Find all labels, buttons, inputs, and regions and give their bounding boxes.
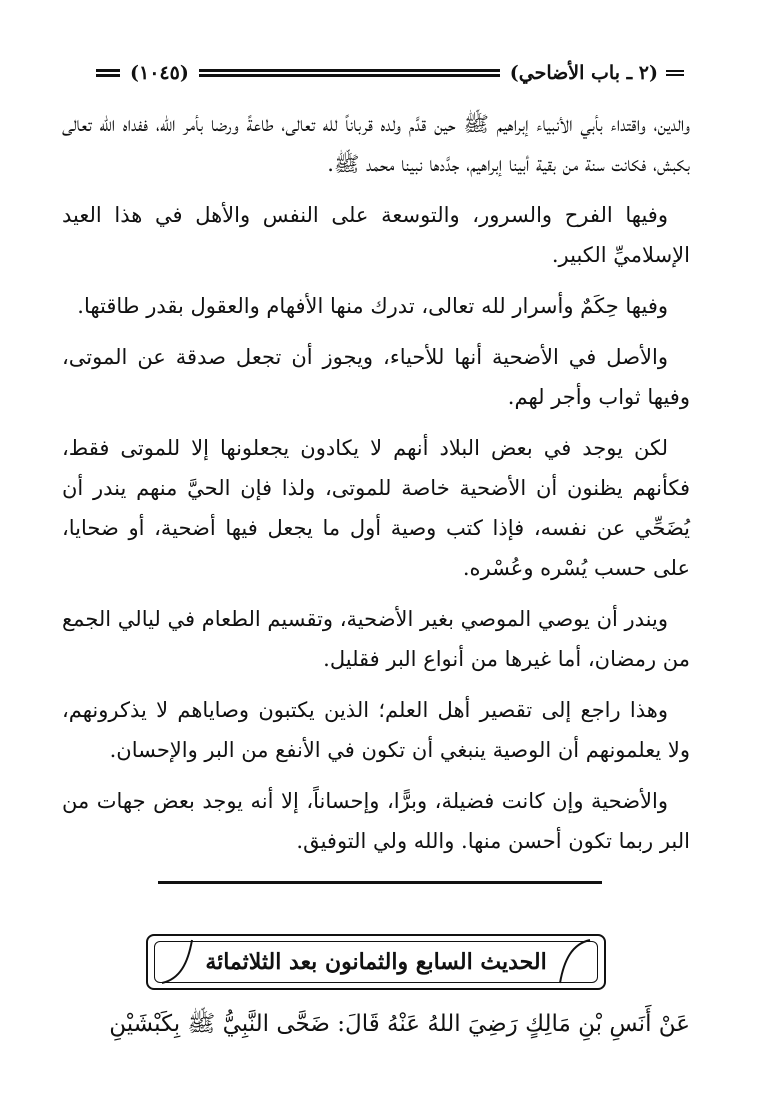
paragraph: وفيها الفرح والسرور، والتوسعة على النفس والأهل في هذا العيد الإسلاميِّ الكبير. (62, 203, 690, 267)
paragraph: وهذا راجع إلى تقصير أهل العلم؛ الذين يكتبون وصاياهم لا يذكرونهم، ولا يعلمونهم أن الوصية ينبغي أن تكون في الأنفع من البر والإحسان. (62, 698, 690, 762)
paragraph: والدين، واقتداء بأبي الأنبياء إبراهيم ﷺ حين قدَّم ولده قرباناً لله تعالى، طاعةً ورضا بأمر الله، ففداه الله تعالى بكبش، فكانت سنة من بقية أبينا إبراهيم، جدَّدها نبينا محمد ﷺ. (62, 112, 690, 176)
header-rule-end (96, 69, 120, 77)
paragraph: وفيها حِكَمٌ وأسرار لله تعالى، تدرك منها الأفهام والعقول بقدر طاقتها. (77, 294, 668, 318)
section-divider (158, 881, 602, 884)
running-header (86, 56, 684, 90)
header-rule (199, 69, 500, 77)
hadith-title: الحديث السابع والثمانون بعد الثلاثمائة (205, 949, 547, 975)
body-text (62, 104, 690, 872)
paragraph: والأصل في الأضحية أنها للأحياء، ويجوز أن تجعل صدقة عن الموتى، وفيها ثواب وأجر لهم. (62, 345, 690, 409)
banner-corner-ornament-icon (554, 936, 594, 987)
hadith-text: عَنْ أَنَسِ بْنِ مَالِكٍ رَضِيَ اللهُ عَنْهُ قَالَ: ضَحَّى النَّبِيُّ ﷺ بِكَبْشَيْنِ (109, 1011, 690, 1037)
chapter-title: (٢ ـ باب الأضاحي) (509, 62, 658, 84)
paragraph: ويندر أن يوصي الموصي بغير الأضحية، وتقسيم الطعام في ليالي الجمع من رمضان، أما غيرها من أنواع البر فقليل. (62, 607, 690, 671)
banner-corner-ornament-icon (158, 936, 198, 987)
hadith-heading-banner (146, 934, 606, 990)
paragraph: والأضحية وإن كانت فضيلة، وبرًّا، وإحساناً، إلا أنه يوجد بعض جهات من البر ربما تكون أحسن منها. والله ولي التوفيق. (62, 789, 690, 853)
page-number: (١٠٤٥) (130, 62, 189, 84)
paragraph: لكن يوجد في بعض البلاد أنهم لا يكادون يجعلونها إلا للموتى فقط، فكأنهم يظنون أن الأضحية خاصة للموتى، ولذا فإن الحيَّ منهم يندر أن يُضَحِّي عن نفسه، فإذا كتب وصية أول ما يجعل فيها أضحية، أو ضحايا، على حسب يُسْره وعُسْره. (62, 436, 690, 580)
header-ornament (666, 70, 684, 76)
